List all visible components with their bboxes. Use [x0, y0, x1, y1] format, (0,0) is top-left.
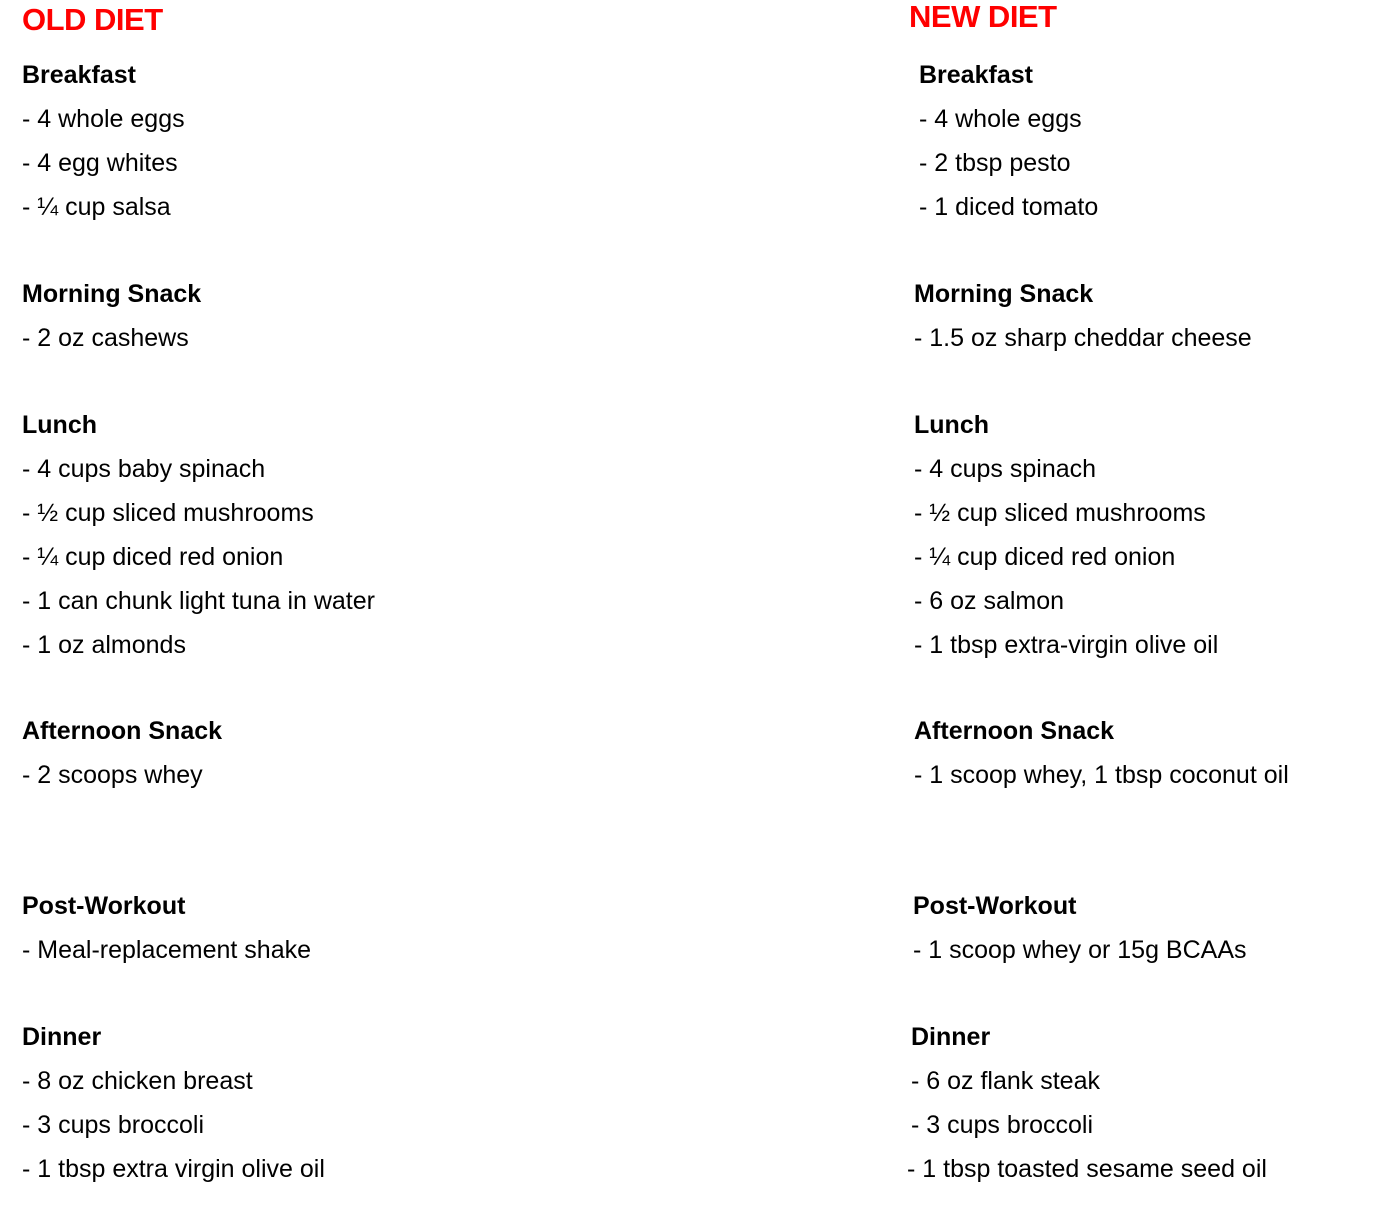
- old-meal-afternoon-snack: [22, 709, 222, 797]
- meal-items: [22, 316, 201, 360]
- meal-item: - 1 scoop whey or 15g BCAAs: [913, 936, 1247, 964]
- meal-items: [914, 447, 1218, 667]
- meal-title: Afternoon Snack: [914, 717, 1115, 745]
- meal-title: Dinner: [911, 1023, 991, 1051]
- meal-items: [907, 1059, 1267, 1191]
- meal-title: Breakfast: [919, 61, 1033, 89]
- old-meal-morning-snack: [22, 272, 201, 360]
- meal-item: - Meal-replacement shake: [22, 936, 312, 964]
- meal-items: [22, 447, 375, 667]
- new-meal-afternoon-snack: [914, 709, 1289, 797]
- meal-item: - 1 tbsp extra virgin olive oil: [22, 1155, 325, 1183]
- meal-item: - ½ cup sliced mushrooms: [914, 499, 1206, 527]
- meal-items: [22, 753, 222, 797]
- meal-item: - 8 oz chicken breast: [22, 1067, 253, 1095]
- meal-item: - ¼ cup diced red onion: [914, 543, 1176, 571]
- meal-item: - 1.5 oz sharp cheddar cheese: [914, 324, 1252, 352]
- old-meal-lunch: [22, 403, 375, 667]
- old-meal-post-workout: [22, 884, 311, 972]
- meal-items: [914, 316, 1252, 360]
- meal-item: - 4 whole eggs: [22, 105, 185, 133]
- new-meal-breakfast: [919, 53, 1098, 229]
- meal-item: - 6 oz flank steak: [911, 1067, 1100, 1095]
- meal-items: [914, 753, 1289, 797]
- meal-title: Lunch: [914, 411, 989, 439]
- new-meal-morning-snack: [914, 272, 1252, 360]
- meal-item: - ½ cup sliced mushrooms: [22, 499, 314, 527]
- new-meal-lunch: [914, 403, 1218, 667]
- meal-item: - 1 tbsp extra-virgin olive oil: [914, 631, 1219, 659]
- meal-item: - 3 cups broccoli: [911, 1111, 1094, 1139]
- meal-title: Post-Workout: [913, 892, 1077, 920]
- meal-item: - 3 cups broccoli: [22, 1111, 205, 1139]
- meal-item: - 6 oz salmon: [914, 587, 1065, 615]
- meal-item: - 2 scoops whey: [22, 761, 203, 789]
- meal-title: Lunch: [22, 411, 97, 439]
- meal-item: - 1 can chunk light tuna in water: [22, 587, 375, 615]
- meal-items: [22, 1059, 325, 1191]
- meal-item: - 4 whole eggs: [919, 105, 1082, 133]
- meal-title: Post-Workout: [22, 892, 186, 920]
- meal-item: - 4 egg whites: [22, 149, 178, 177]
- meal-items: [22, 97, 185, 229]
- meal-item: - 1 tbsp toasted sesame seed oil: [907, 1155, 1267, 1183]
- old-meal-breakfast: [22, 53, 185, 229]
- meal-item: - 2 oz cashews: [22, 324, 189, 352]
- meal-title: Breakfast: [22, 61, 136, 89]
- meal-item: - ¼ cup diced red onion: [22, 543, 284, 571]
- meal-items: [22, 928, 311, 972]
- meal-item: - 2 tbsp pesto: [919, 149, 1071, 177]
- meal-items: [913, 928, 1247, 972]
- old-diet-title: OLD DIET: [22, 2, 163, 37]
- new-diet-title: NEW DIET: [909, 0, 1057, 34]
- meal-title: Morning Snack: [914, 280, 1094, 308]
- meal-item: - 1 diced tomato: [919, 193, 1099, 221]
- new-meal-dinner: [907, 1015, 1267, 1191]
- meal-title: Dinner: [22, 1023, 102, 1051]
- meal-item: - 4 cups baby spinach: [22, 455, 266, 483]
- meal-item: - ¼ cup salsa: [22, 193, 171, 221]
- old-meal-dinner: [22, 1015, 325, 1191]
- meal-item: - 1 scoop whey, 1 tbsp coconut oil: [914, 761, 1289, 789]
- meal-title: Morning Snack: [22, 280, 202, 308]
- new-meal-post-workout: [913, 884, 1247, 972]
- meal-item: - 1 oz almonds: [22, 631, 186, 659]
- meal-title: Afternoon Snack: [22, 717, 223, 745]
- meal-item: - 4 cups spinach: [914, 455, 1097, 483]
- meal-items: [919, 97, 1098, 229]
